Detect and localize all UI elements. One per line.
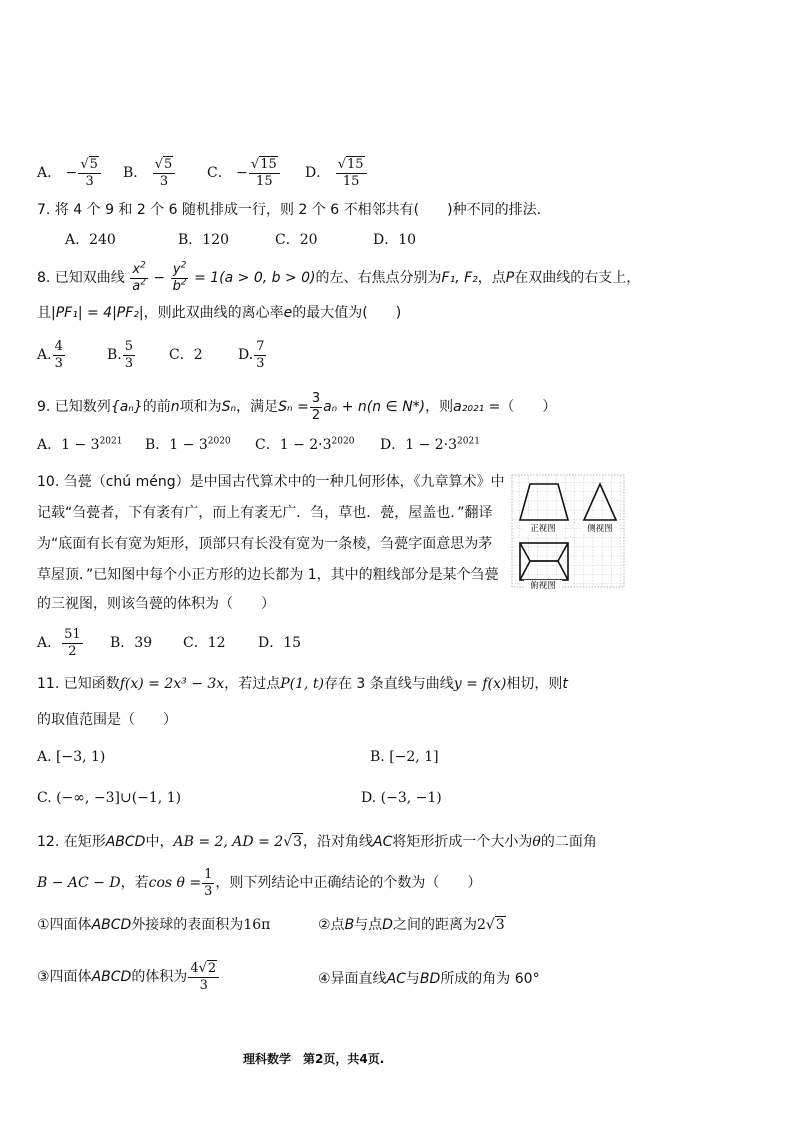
q6-option-a-sign: − xyxy=(65,165,78,182)
q8-option-b: B. $\frac{5}{3}$ xyxy=(107,339,134,371)
q6-option-d: D． $\frac{√15}{15}$ xyxy=(305,158,368,188)
q10-line3: 为“底面有长有宽为矩形，顶部只有长没有宽为一条棱，刍甍字面意思为茅 xyxy=(37,536,493,552)
q9-option-b: B．$1 - 3^{2020}$ xyxy=(145,436,231,453)
q8-x-frac: $\frac{x^2}{a^2}$ xyxy=(132,260,146,294)
q11-option-b: B. [−2, 1] xyxy=(370,749,439,765)
q8-option-a: A. $\frac{4}{3}$ xyxy=(37,339,63,371)
q11-option-c: C. (−∞, −3]∪(−1, 1) xyxy=(37,790,182,806)
q12-line2: B − AC − D，若cos θ = $\frac{1}{3}$ ，则下列结论中正确结论的个数为（ ） xyxy=(37,867,482,899)
q7-option-a: A．240 xyxy=(65,232,116,248)
q10-option-b: B．39 xyxy=(110,635,153,651)
q8-line2: 且|PF₁| = 4|PF₂|，则此双曲线的离心率e的最大值为( ) xyxy=(37,305,402,321)
q10-option-d: D．15 xyxy=(258,635,302,651)
page-footer: 理科数学 第2页，共4页. xyxy=(243,1052,385,1066)
q10-option-a: A． $\frac{51}{2}$ xyxy=(37,627,81,659)
q6-option-b: B． $\frac{√5}{3}$ xyxy=(123,158,176,188)
q10-line5: 的三视图，则该刍甍的体积为（ ） xyxy=(37,596,275,612)
q11-option-a: A. [−3, 1) xyxy=(37,749,106,765)
q10-line2: 记载“刍甍者，下有袤有广，而上有袤无广．刍，草也．甍，屋盖也．”翻译 xyxy=(37,505,493,521)
q8-y-frac: $\frac{y^2}{b^2}$ xyxy=(172,260,187,294)
q8-option-c: C．2 xyxy=(169,347,203,363)
q10-line1: 10. 刍甍（chú méng）是中国古代算术中的一种几何形体，《九章算术》中 xyxy=(37,474,505,490)
q8-line1: 8. 已知双曲线 $\frac{x^2}{a^2}$ − $\frac{y^2}{b^2}$ = 1(a > 0, b > 0)的左、右焦点分别为F₁, F₂，点P在双曲线的右支上， xyxy=(37,260,641,294)
q12-option-3: ③四面体ABCD的体积为 $\frac{4√2}{3}$ xyxy=(37,962,220,992)
q11-option-d: D. (−3, −1) xyxy=(361,790,442,806)
q10-option-c: C．12 xyxy=(183,635,226,651)
q7-stem: 7. 将 4 个 9 和 2 个 6 随机排成一行，则 2 个 6 不相邻共有( )种不同的排法. xyxy=(37,202,542,218)
q10-line4: 草屋顶．”已知图中每个小正方形的边长都为 1，其中的粗线部分是某个刍甍 xyxy=(37,567,499,583)
q11-line2: 的取值范围是（ ） xyxy=(37,712,177,728)
q12-stem: 12. 在矩形ABCD中，AB = 2, AD = 2√3，沿对角线AC将矩形折成一个大小为θ的二面角 xyxy=(37,834,597,850)
q7-option-b: B．120 xyxy=(178,232,230,248)
top-view-label: 俯视图 xyxy=(530,581,556,591)
q6-option-a-label: A． xyxy=(37,165,62,182)
side-view-label: 侧视图 xyxy=(587,524,613,534)
q7-option-d: D．10 xyxy=(373,232,417,248)
front-view-label: 正视图 xyxy=(530,524,556,534)
q9-option-c: C．$1 - 2\cdot 3^{2020}$ xyxy=(255,436,355,453)
q9-option-a: A．$1 - 3^{2021}$ xyxy=(37,436,123,453)
q12-option-1: ①四面体ABCD外接球的表面积为16π xyxy=(37,917,271,933)
q7-option-c: C．20 xyxy=(275,232,318,248)
q8-option-d: D. $\frac{7}{3}$ xyxy=(238,339,265,371)
q9-stem: 9. 已知数列{aₙ}的前n项和为Sₙ，满足Sₙ = $\frac{3}{2}$ aₙ + n(n ∈ N*)，则a₂₀₂₁ =（ ） xyxy=(37,391,557,423)
q12-option-4: ④异面直线AC与BD所成的角为 60° xyxy=(318,971,540,987)
q6-options xyxy=(37,158,102,188)
q6-option-c: C． − $\frac{√15}{15}$ xyxy=(207,158,281,188)
three-view-figure xyxy=(510,473,626,591)
q6-option-a-frac: $\frac{√5}{3}$ xyxy=(78,158,101,188)
q9-option-d: D．$1 - 2\cdot 3^{2021}$ xyxy=(380,436,480,453)
q11-stem: 11. 已知函数f(x) = 2x³ − 3x，若过点P(1, t)存在 3 条直线与曲线y = f(x)相切，则t xyxy=(37,676,568,692)
q12-option-2: ②点B与点D之间的距离为2√3 xyxy=(318,917,505,933)
